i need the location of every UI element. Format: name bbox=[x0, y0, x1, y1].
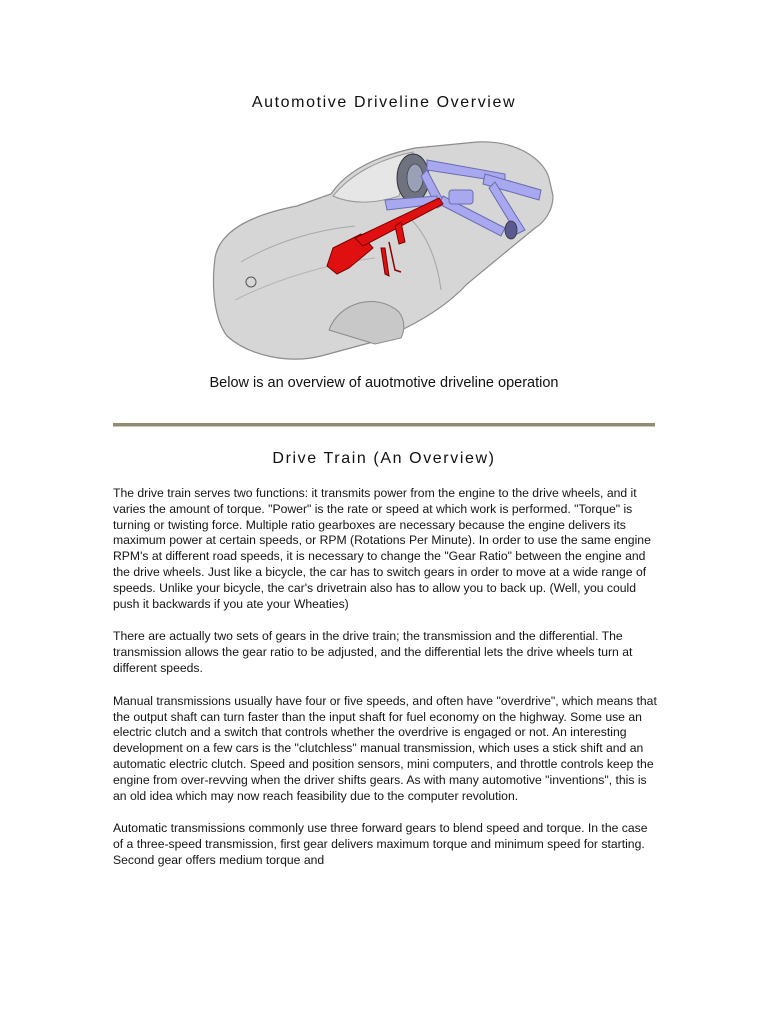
body-text bbox=[113, 486, 658, 886]
paragraph: There are actually two sets of gears in the drive train; the transmission and the differential. The transmission allows the gear ratio to be adjusted, and the differential lets the drive wheels turn at different speeds. bbox=[113, 629, 633, 675]
horizontal-divider bbox=[113, 423, 655, 427]
figure-caption: Below is an overview of auotmotive driveline operation bbox=[209, 375, 559, 391]
page-title: Automotive Driveline Overview bbox=[251, 94, 517, 111]
paragraph: Manual transmissions usually have four or five speeds, and often have "overdrive", which means that the output shaft can turn faster than the input shaft for fuel economy on the highway. Some use an electric clutch and a switch that controls whether the overdrive is engaged or not. An interesting development on a few cars is the "clutchless" manual transmission, which uses a stick shift and an automatic electric clutch. Speed and position sensors, mini computers, and throttle controls keep the engine from over-revving when the driver shifts gears. As with many automotive "inventions", this is an old idea which may now reach feasibility due to the computer revolution. bbox=[113, 693, 657, 803]
section-title: Drive Train (An Overview) bbox=[272, 450, 496, 467]
car-driveline-illustration bbox=[205, 130, 565, 370]
paragraph: Automatic transmissions commonly use three forward gears to blend speed and torque. In the case of a three-speed transmission, first gear delivers maximum torque and minimum speed for starting. Second gear offers medium torque and bbox=[113, 821, 648, 867]
paragraph: The drive train serves two functions: it transmits power from the engine to the drive wheels, and it varies the amount of torque. "Power" is the rate or speed at which work is performed. "Torque" is turning or twisting force. Multiple ratio gearboxes are necessary because the engine delivers its maximum power at certain speeds, or RPM (Rotations Per Minute). In order to use the same engine RPM's at different road speeds, it is necessary to change the "Gear Ratio" between the engine and the drive wheels. Just like a bicycle, the car has to switch gears in order to move at a wide range of speeds. Unlike your bicycle, the car's drivetrain also has to allow you to back up. (Well, you could push it backwards if you ate your Wheaties) bbox=[113, 486, 651, 611]
